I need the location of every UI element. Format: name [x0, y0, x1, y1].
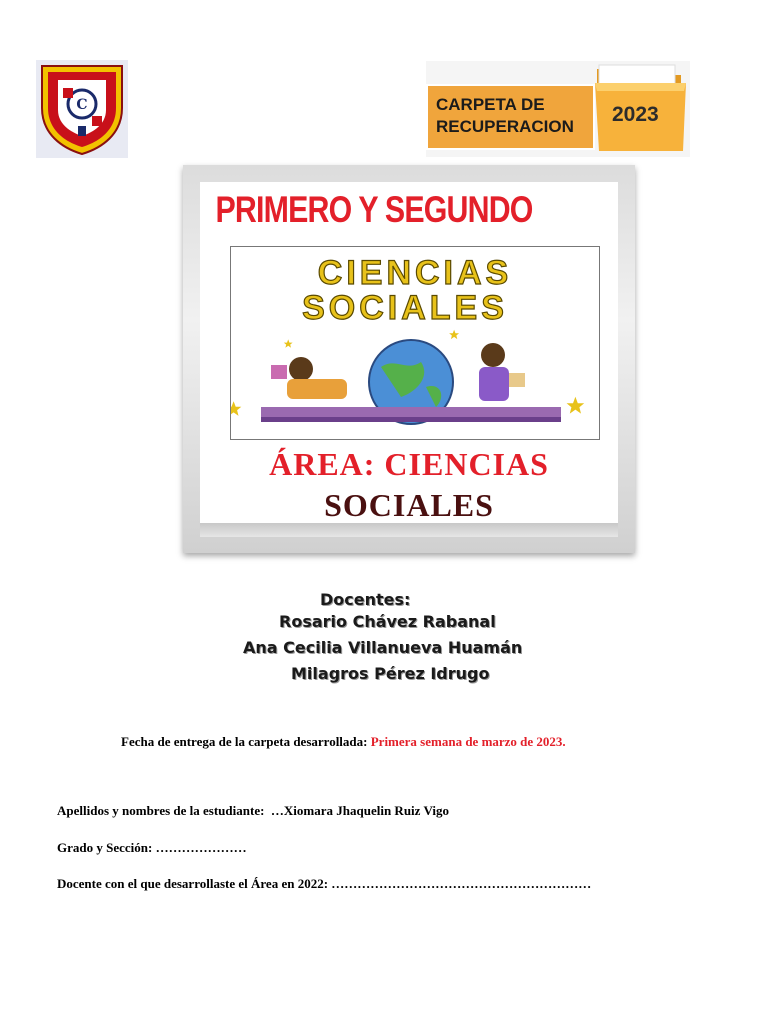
banner-label-box	[426, 84, 595, 150]
frame-bottom-bar	[200, 523, 618, 537]
teacher-label: Docente con el que desarrollaste el Área en 2022:	[57, 876, 329, 891]
grade-value[interactable]: …………………	[155, 840, 247, 855]
grade-label: Grado y Sección:	[57, 840, 153, 855]
svg-text:C: C	[76, 97, 88, 113]
banner-line-2: RECUPERACION	[436, 117, 574, 136]
banner-line-1: CARPETA DE	[436, 95, 545, 114]
teacher-name: Ana Cecilia Villanueva Huamán	[243, 638, 523, 657]
subject-art-line-2: SOCIALES	[302, 289, 508, 327]
deadline-value: Primera semana de marzo de 2023.	[370, 734, 566, 749]
area-title-line-1: ÁREA: CIENCIAS	[269, 446, 549, 482]
deadline-label: Fecha de entrega de la carpeta desarrollada:	[121, 734, 368, 749]
student-name-field[interactable]	[57, 803, 449, 819]
area-title-line-2: SOCIALES	[324, 487, 494, 523]
teacher-value[interactable]: ……………………………………………………	[331, 876, 592, 891]
child-reader-right	[481, 343, 505, 367]
deadline-line	[121, 734, 566, 750]
subject-illustration	[230, 246, 600, 440]
recovery-folder-banner	[426, 61, 690, 157]
student-value[interactable]: …Xiomara Jhaquelin Ruiz Vigo	[270, 803, 449, 818]
grade-title: PRIMERO Y SEGUNDO	[215, 189, 533, 230]
student-label: Apellidos y nombres de la estudiante:	[57, 803, 265, 818]
child-reader-left	[289, 357, 313, 381]
previous-teacher-field[interactable]	[57, 876, 591, 892]
teacher-name: Milagros Pérez Idrugo	[291, 664, 490, 683]
banner-text	[436, 94, 596, 138]
school-crest-logo	[36, 60, 128, 158]
grade-section-field[interactable]	[57, 840, 247, 856]
banner-year: 2023	[612, 103, 659, 126]
subject-art-line-1: CIENCIAS	[317, 254, 513, 292]
teacher-name: Rosario Chávez Rabanal	[279, 612, 496, 631]
teachers-heading: Docentes:	[320, 590, 411, 609]
